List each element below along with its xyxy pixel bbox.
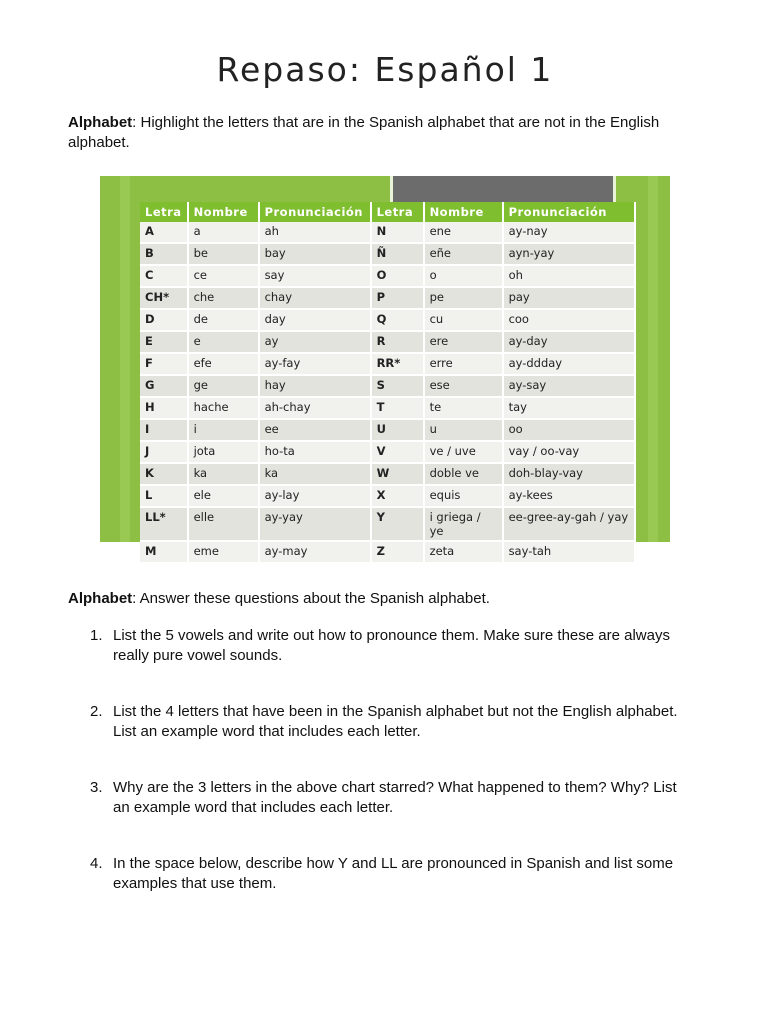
letter-cell: H — [140, 397, 188, 419]
table-row — [140, 309, 635, 331]
name-cell: cu — [424, 309, 503, 331]
table-row — [140, 485, 635, 507]
name-cell: equis — [424, 485, 503, 507]
question-item — [90, 702, 690, 742]
letter-cell: U — [371, 419, 424, 441]
question-number: 2. — [90, 703, 103, 720]
col-header: Pronunciación — [503, 202, 635, 222]
col-header: Nombre — [424, 202, 503, 222]
name-cell: te — [424, 397, 503, 419]
table-row — [140, 419, 635, 441]
name-cell: de — [188, 309, 259, 331]
question-item — [90, 854, 690, 894]
background-stripe — [648, 176, 658, 542]
question-text: Why are the 3 letters in the above chart starred? What happened to them? Why? List an example word that includes each letter. — [113, 779, 677, 816]
table-row — [140, 243, 635, 265]
pronunciation-cell: ho-ta — [259, 441, 371, 463]
name-cell: ge — [188, 375, 259, 397]
letter-cell: R — [371, 331, 424, 353]
letter-cell: I — [140, 419, 188, 441]
letter-cell: Ñ — [371, 243, 424, 265]
background-stripe — [120, 176, 130, 542]
pronunciation-cell: coo — [503, 309, 635, 331]
letter-cell: S — [371, 375, 424, 397]
table-row — [140, 331, 635, 353]
name-cell: ese — [424, 375, 503, 397]
pronunciation-cell: tay — [503, 397, 635, 419]
letter-cell: K — [140, 463, 188, 485]
table-row — [140, 397, 635, 419]
letter-cell: T — [371, 397, 424, 419]
name-cell: erre — [424, 353, 503, 375]
pronunciation-cell: ay-day — [503, 331, 635, 353]
header-decoration — [390, 176, 616, 202]
question-number: 4. — [90, 855, 103, 872]
name-cell: ce — [188, 265, 259, 287]
pronunciation-cell: ah — [259, 222, 371, 243]
name-cell: pe — [424, 287, 503, 309]
table-row — [140, 222, 635, 243]
name-cell: ve / uve — [424, 441, 503, 463]
instruction-label: Alphabet — [68, 114, 133, 131]
col-header: Pronunciación — [259, 202, 371, 222]
pronunciation-cell: chay — [259, 287, 371, 309]
letter-cell: D — [140, 309, 188, 331]
pronunciation-cell: ee — [259, 419, 371, 441]
pronunciation-cell: oh — [503, 265, 635, 287]
letter-cell: O — [371, 265, 424, 287]
pronunciation-cell: ay-say — [503, 375, 635, 397]
name-cell: eme — [188, 541, 259, 563]
col-header: Letra — [140, 202, 188, 222]
letter-cell: Z — [371, 541, 424, 563]
pronunciation-cell: bay — [259, 243, 371, 265]
pronunciation-cell: ay-may — [259, 541, 371, 563]
question-number: 1. — [90, 627, 103, 644]
pronunciation-cell: ee-gree-ay-gah / yay — [503, 507, 635, 541]
letter-cell: A — [140, 222, 188, 243]
table-row — [140, 287, 635, 309]
name-cell: ene — [424, 222, 503, 243]
instruction-text: : Highlight the letters that are in the Spanish alphabet that are not in the English alphabet. — [68, 114, 660, 151]
letter-cell: X — [371, 485, 424, 507]
question-text: List the 4 letters that have been in the Spanish alphabet but not the English alphabet. List an example word that includes each letter. — [113, 703, 678, 740]
table-row — [140, 375, 635, 397]
letter-cell: LL* — [140, 507, 188, 541]
pronunciation-cell: ay-yay — [259, 507, 371, 541]
table-row — [140, 265, 635, 287]
instruction-text: : Answer these questions about the Spanish alphabet. — [132, 590, 490, 607]
letter-cell: G — [140, 375, 188, 397]
name-cell: efe — [188, 353, 259, 375]
page-title: Repaso: Español 1 — [216, 50, 554, 89]
letter-cell: P — [371, 287, 424, 309]
letter-cell: B — [140, 243, 188, 265]
pronunciation-cell: ah-chay — [259, 397, 371, 419]
name-cell: u — [424, 419, 503, 441]
table-row — [140, 463, 635, 485]
letter-cell: W — [371, 463, 424, 485]
alphabet-chart-image — [100, 176, 670, 558]
pronunciation-cell: day — [259, 309, 371, 331]
pronunciation-cell: ay-ddday — [503, 353, 635, 375]
name-cell: hache — [188, 397, 259, 419]
letter-cell: Q — [371, 309, 424, 331]
letter-cell: E — [140, 331, 188, 353]
name-cell: i griega / ye — [424, 507, 503, 541]
name-cell: zeta — [424, 541, 503, 563]
col-header: Nombre — [188, 202, 259, 222]
letter-cell: C — [140, 265, 188, 287]
pronunciation-cell: vay / oo-vay — [503, 441, 635, 463]
col-header: Letra — [371, 202, 424, 222]
name-cell: a — [188, 222, 259, 243]
letter-cell: N — [371, 222, 424, 243]
table-row — [140, 441, 635, 463]
name-cell: ka — [188, 463, 259, 485]
instruction-label: Alphabet — [68, 590, 133, 607]
letter-cell: J — [140, 441, 188, 463]
pronunciation-cell: ka — [259, 463, 371, 485]
pronunciation-cell: hay — [259, 375, 371, 397]
pronunciation-cell: ayn-yay — [503, 243, 635, 265]
question-item — [90, 778, 690, 818]
name-cell: i — [188, 419, 259, 441]
name-cell: che — [188, 287, 259, 309]
letter-cell: Y — [371, 507, 424, 541]
letter-cell: F — [140, 353, 188, 375]
pronunciation-cell: ay-nay — [503, 222, 635, 243]
pronunciation-cell: pay — [503, 287, 635, 309]
letter-cell: V — [371, 441, 424, 463]
name-cell: elle — [188, 507, 259, 541]
letter-cell: CH* — [140, 287, 188, 309]
pronunciation-cell: ay-lay — [259, 485, 371, 507]
pronunciation-cell: say-tah — [503, 541, 635, 563]
letter-cell: RR* — [371, 353, 424, 375]
letter-cell: M — [140, 541, 188, 563]
pronunciation-cell: ay-kees — [503, 485, 635, 507]
table-row — [140, 353, 635, 375]
pronunciation-cell: ay-fay — [259, 353, 371, 375]
pronunciation-cell: doh-blay-vay — [503, 463, 635, 485]
pronunciation-cell: ay — [259, 331, 371, 353]
question-text: In the space below, describe how Y and LL are pronounced in Spanish and list some examples that use them. — [113, 855, 674, 892]
table-row — [140, 541, 635, 563]
name-cell: ere — [424, 331, 503, 353]
name-cell: doble ve — [424, 463, 503, 485]
table-row — [140, 507, 635, 541]
pronunciation-cell: say — [259, 265, 371, 287]
question-item — [90, 626, 690, 666]
question-text: List the 5 vowels and write out how to pronounce them. Make sure these are always really pure vowel sounds. — [113, 627, 670, 664]
name-cell: o — [424, 265, 503, 287]
instruction-highlight — [68, 113, 698, 153]
name-cell: eñe — [424, 243, 503, 265]
instruction-questions — [68, 589, 698, 609]
name-cell: e — [188, 331, 259, 353]
name-cell: ele — [188, 485, 259, 507]
table-header-row — [140, 202, 635, 222]
question-number: 3. — [90, 779, 103, 796]
alphabet-table — [140, 202, 636, 564]
name-cell: jota — [188, 441, 259, 463]
letter-cell: L — [140, 485, 188, 507]
pronunciation-cell: oo — [503, 419, 635, 441]
name-cell: be — [188, 243, 259, 265]
